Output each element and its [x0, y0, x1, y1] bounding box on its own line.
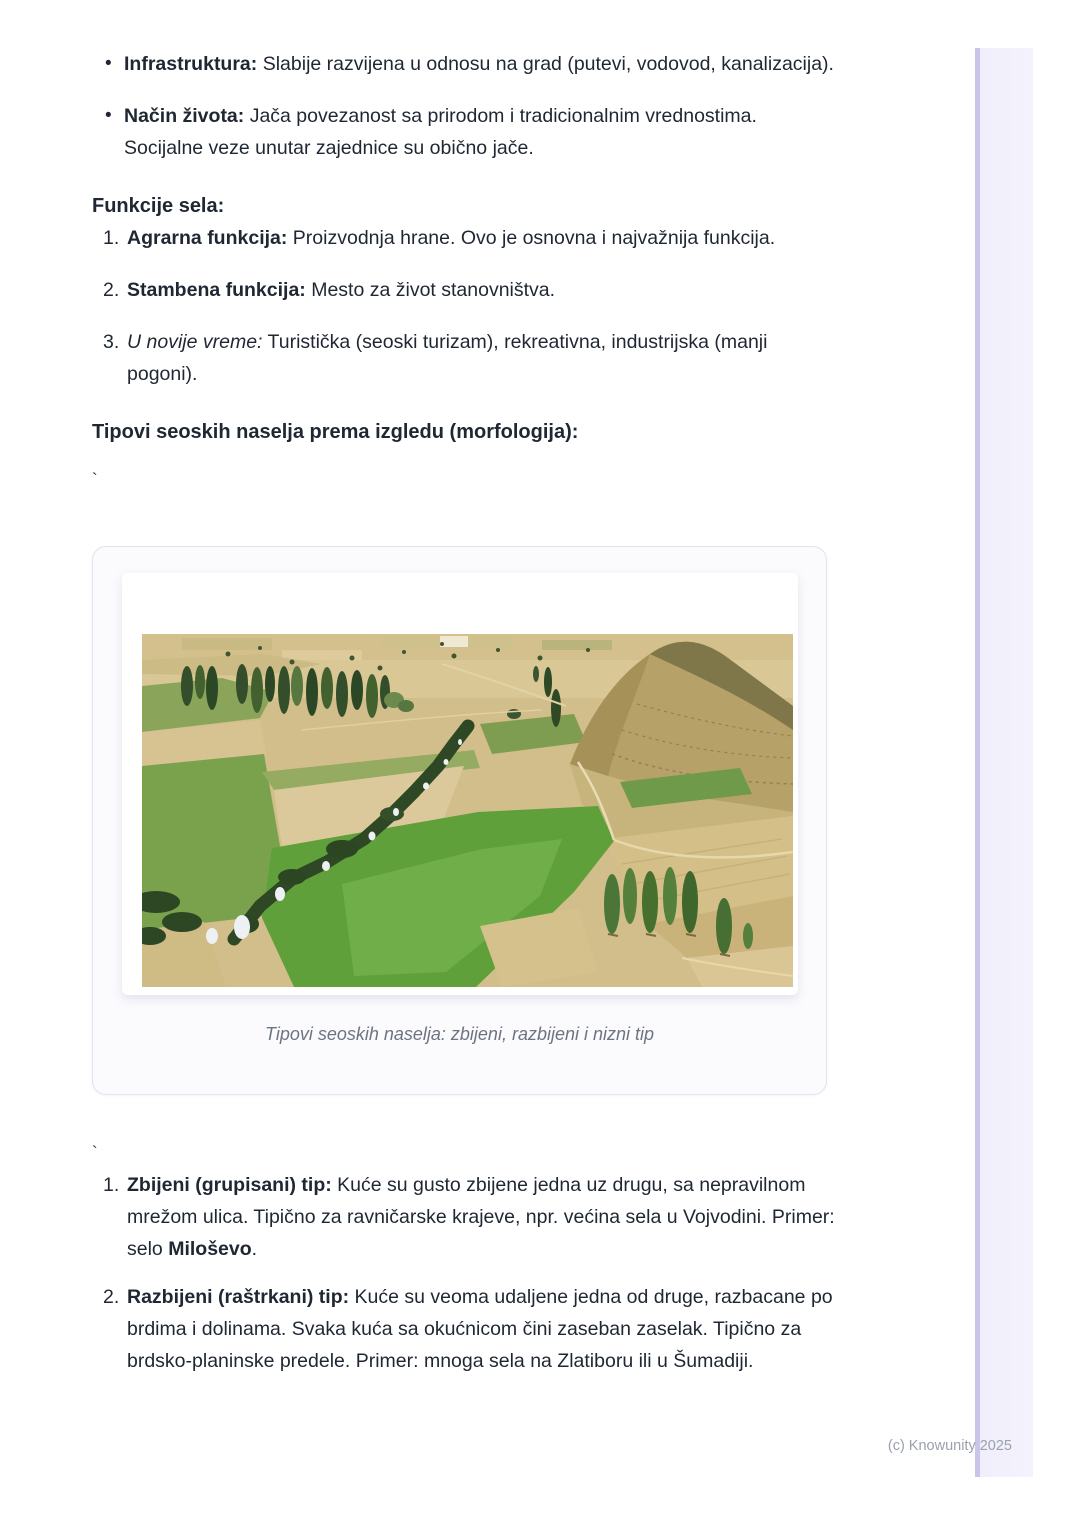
functions-list [92, 222, 836, 390]
heading-village-types: Tipovi seoskih naselja prema izgledu (morfologija): [92, 421, 579, 443]
bullet-list [92, 48, 836, 164]
bullet-icon: • [105, 53, 112, 74]
list-item-body [127, 274, 836, 306]
item-text: Turistička (seoski turizam), rekreativna, industrijska (manji pogoni). [127, 331, 768, 385]
scrollbar-track[interactable] [975, 48, 1033, 1477]
aerial-village-landscape-photo [142, 634, 793, 987]
photo-frame [122, 573, 798, 995]
item-bold-word: Miloševo [168, 1238, 252, 1260]
bullet-body [124, 48, 836, 80]
item-label: Zbijeni (grupisani) tip: [127, 1174, 332, 1196]
list-number: 2. [103, 1286, 120, 1308]
function-item-agrarian [92, 222, 836, 254]
item-label: U novije vreme: [127, 331, 263, 353]
copyright-note: (c) Knowunity 2025 [887, 1438, 1012, 1454]
item-text: Kuće su gusto zbijene jedna uz drugu, sa nepravilnom mrežom ulica. Tipično za ravničarske krajeve, npr. većina sela u Vojvodini. Primer: selo [127, 1174, 835, 1260]
list-item-body [127, 222, 836, 254]
bullet-item-way-of-life [92, 100, 836, 164]
list-number: 2. [103, 279, 120, 301]
list-number: 1. [103, 1174, 120, 1196]
heading-village-functions: Funkcije sela: [92, 195, 225, 217]
bullet-label: Infrastruktura: [124, 53, 258, 75]
bullet-body [124, 100, 836, 164]
item-text: Mesto za život stanovništva. [311, 279, 556, 301]
list-item-body [127, 1169, 836, 1265]
stray-backtick-2: ` [92, 1143, 98, 1162]
item-text: Kuće su veoma udaljene jedna od druge, razbacane po brdima i dolinama. Svaka kuća sa okućnicom čini zaseban zaselak. Tipično za brdsko-planinske predele. Primer: mnoga sela na Zlatiboru ili u Šumadiji. [127, 1286, 833, 1372]
list-item-body [127, 1281, 836, 1377]
list-number: 1. [103, 227, 120, 249]
type-item-clustered [92, 1169, 836, 1265]
function-item-recent [92, 326, 836, 390]
bullet-text: Slabije razvijena u odnosu na grad (putevi, vodovod, kanalizacija). [262, 53, 834, 75]
bullet-label: Način života: [124, 105, 245, 127]
bullet-item-infrastructure [92, 48, 836, 80]
bullet-text: Jača povezanost sa prirodom i tradicionalnim vrednostima. Socijalne veze unutar zajednice su obično jače. [124, 105, 757, 159]
function-item-residential [92, 274, 836, 306]
item-label: Stambena funkcija: [127, 279, 306, 301]
type-item-scattered [92, 1281, 836, 1377]
item-text: Proizvodnja hrane. Ovo je osnovna i najvažnija funkcija. [292, 227, 776, 249]
item-label: Razbijeni (raštrkani) tip: [127, 1286, 350, 1308]
item-tail: . [251, 1238, 258, 1260]
list-item-body [127, 326, 836, 390]
bullet-icon: • [105, 105, 112, 126]
figure-caption: Tipovi seoskih naselja: zbijeni, razbijeni i nizni tip [264, 1024, 655, 1044]
stray-backtick-1: ` [92, 470, 98, 489]
types-list [92, 1169, 836, 1377]
item-label: Agrarna funkcija: [127, 227, 288, 249]
list-number: 3. [103, 331, 120, 353]
document-content [92, 48, 836, 1377]
figure-card [92, 546, 827, 1095]
